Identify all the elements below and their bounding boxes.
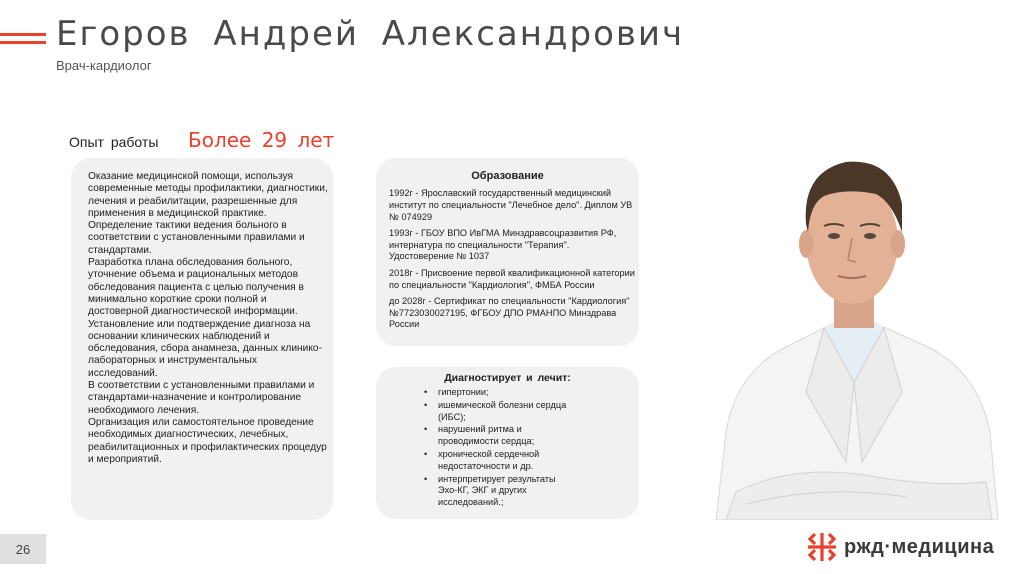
accent-lines — [0, 33, 46, 49]
education-list — [389, 188, 635, 336]
accent-line — [0, 33, 46, 36]
doctor-name: Егоров Андрей Александрович — [56, 14, 685, 54]
duty-item: Разработка плана обследования больного, уточнение объема и рациональных методов обследования пациента с целью получения в минимально короткие сроки полной и достоверной диагностической информации. — [88, 257, 304, 318]
doctor-position: Врач-кардиолог — [56, 58, 152, 73]
duty-item: Оказание медицинской помощи, используя современные методы профилактики, диагностики, лечения и реабилитации, разрешенные для применения в медицинской практике. — [88, 171, 328, 219]
diagnosis-item: • интерпретирует результаты Эхо-КГ, ЭКГ и других исследований.; — [424, 474, 574, 509]
duty-item: Организация или самостоятельное проведение необходимых диагностических, лечебных, реабилитационных и профилактических процедур и мероприятий. — [88, 416, 327, 465]
accent-line — [0, 41, 46, 44]
rzd-logo-icon — [806, 531, 838, 563]
education-title: Образование — [471, 170, 544, 182]
diagnosis-item: • ишемической болезни сердца (ИБС); — [424, 400, 574, 424]
diagnosis-item: • хронической сердечной недостаточности и др. — [424, 449, 574, 473]
education-item: 1992г - Ярославский государственный медицинский институт по специальности "Лечебное дело". Диплом УВ № 074929 — [389, 188, 633, 222]
page-number: 26 — [0, 534, 46, 564]
diagnoses-list — [424, 387, 574, 510]
brand-text: ржд·медицина — [844, 535, 995, 558]
duties-text — [88, 171, 328, 466]
diagnosis-item: • гипертонии; — [424, 387, 574, 399]
diagnosis-item: • нарушений ритма и проводимости сердца; — [424, 424, 574, 448]
duty-item: Установление или подтверждение диагноза на основании клинических наблюдений и обследования, сбора анамнеза, данных клинико-лабораторных и инструментальных исследований. — [88, 318, 322, 379]
duty-item: Определение тактики ведения больного в соответствии с установленными правилами и стандартами. — [88, 220, 305, 256]
experience-label: Опыт работы — [69, 134, 159, 150]
education-item: 1993г - ГБОУ ВПО ИвГМА Минздравсоцразвития РФ, интернатура по специальности "Терапия". Удостоверение № 1037 — [389, 227, 617, 262]
experience-value: Более 29 лет — [188, 128, 335, 152]
duty-item: В соответствии с установленными правилами и стандартами-назначение и контролирование необходимого лечения. — [88, 380, 315, 416]
brand-logo-block — [806, 531, 994, 563]
doctor-photo — [706, 132, 1002, 520]
diagnoses-title: Диагностирует и лечит: — [444, 372, 571, 384]
education-item: до 2028г - Сертификат по специальности "Кардиология" №7723030027195, ФГБОУ ДПО РМАНПО Минздрава России — [389, 295, 630, 330]
education-item: 2018г - Присвоение первой квалификационной категории по специальности "Кардиология", ФМБА России — [389, 267, 635, 290]
